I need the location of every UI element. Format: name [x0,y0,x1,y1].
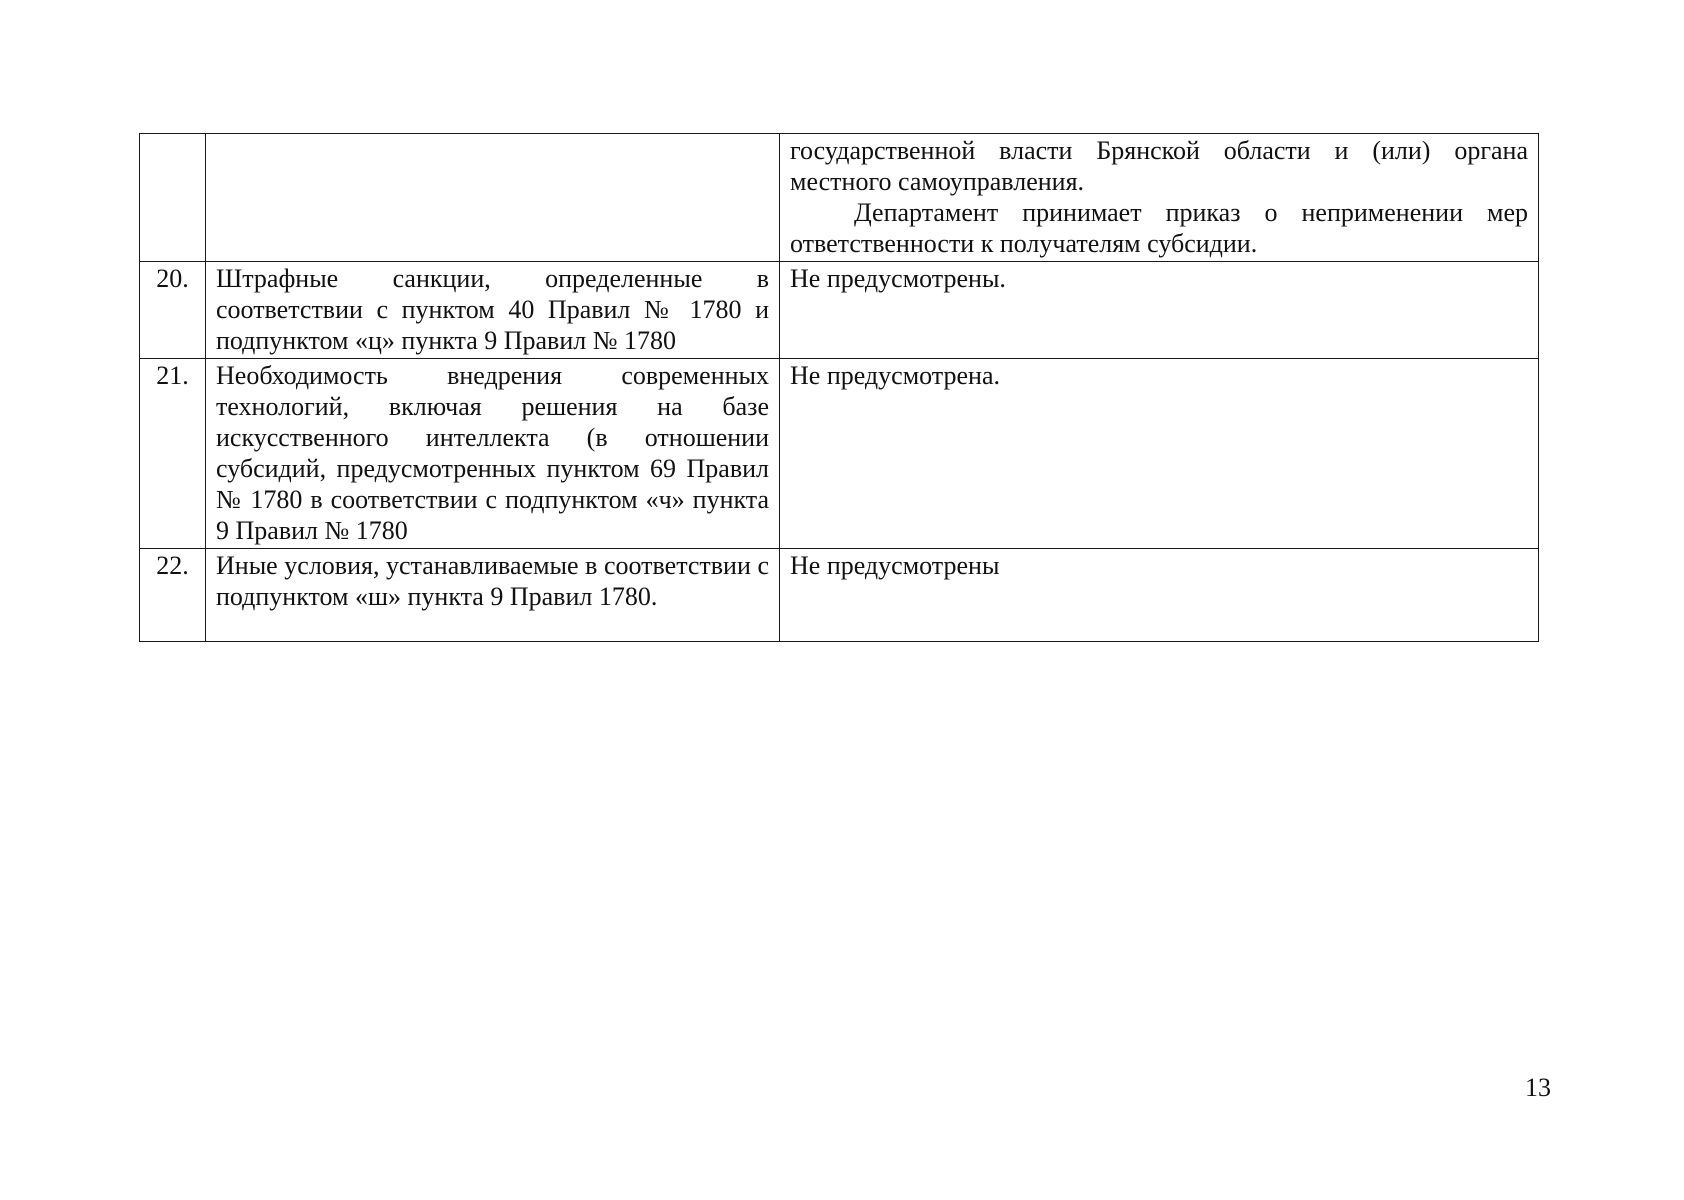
page-number: 13 [1525,1073,1551,1102]
condition-text: Необходимость внедрения современных технологий, включая решения на базе искусственного интеллекта (в отношении субсидий, предусмотренных пунктом 69 Правил № 1780 в соответствии с подпунктом «ч» пункта 9 Правил № 1780 [206,359,780,549]
row-number: 22. [140,549,206,642]
value-paragraph: государственной власти Брянской области и (или) органа местного самоуправления. [790,136,1528,196]
table-row [140,262,1539,359]
value-text: Не предусмотрены. [780,262,1539,359]
condition-cell [206,134,780,262]
table-row-continuation [140,134,1539,262]
condition-text: Иные условия, устанавливаемые в соответствии с подпунктом «ш» пункта 9 Правил 1780. [206,549,780,642]
table-row [140,359,1539,549]
row-number-cell [140,134,206,262]
table-row [140,549,1539,642]
value-text: Не предусмотрены [780,549,1539,642]
conditions-table [139,133,1539,642]
condition-text: Штрафные санкции, определенные в соответствии с пунктом 40 Правил № 1780 и подпунктом «ц» пункта 9 Правил № 1780 [206,262,780,359]
value-paragraph: Департамент принимает приказ о неприменении мер ответственности к получателям субсидии. [790,198,1528,258]
row-number: 20. [140,262,206,359]
value-cell [780,134,1539,262]
value-text: Не предусмотрена. [780,359,1539,549]
row-number: 21. [140,359,206,549]
